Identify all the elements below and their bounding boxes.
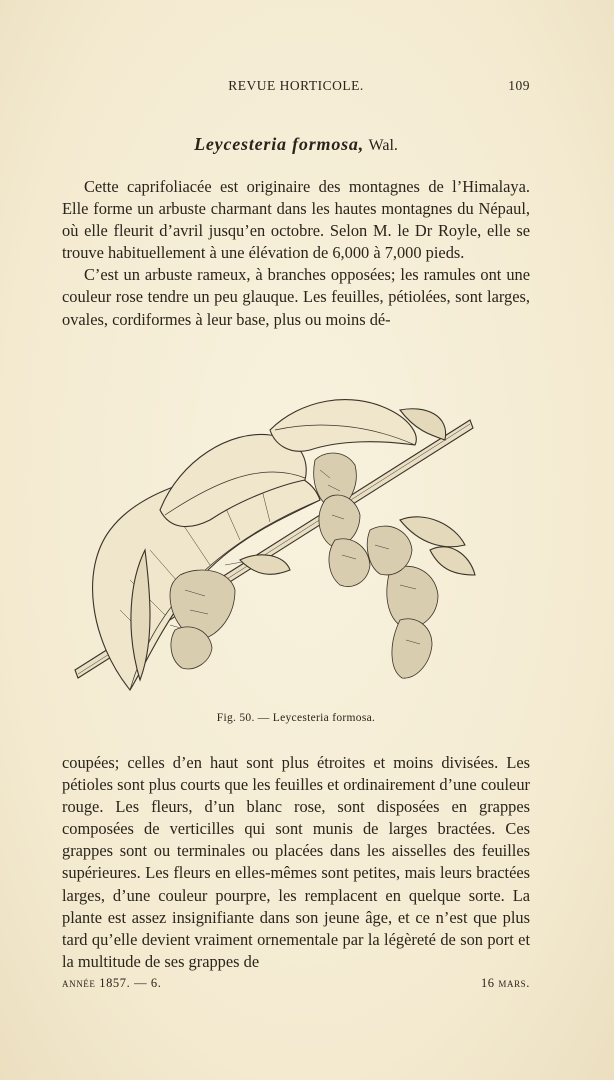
footer — [62, 976, 530, 994]
flower-cluster — [170, 570, 235, 669]
paragraph: Cette caprifoliacée est originaire des montagnes de l’Himalaya. Elle forme un arbuste charmant dans les hautes montagnes du Népaul, où elle fleurit d’avril jusqu’en octobre. Selon M. le Dr Royle, elle se trouve habituellement à une élévation de 6,000 à 7,000 pieds. — [62, 177, 530, 263]
footer-date: 16 mars. — [480, 976, 530, 990]
title-author: Wal. — [368, 137, 398, 154]
page-number: 109 — [508, 78, 530, 93]
running-head — [62, 78, 530, 98]
footer-year-issue: année 1857. — 6. — [62, 976, 162, 990]
body-text-top — [62, 176, 530, 331]
leaf — [240, 555, 290, 575]
leaf — [430, 547, 475, 575]
botanical-illustration — [70, 390, 480, 700]
figure-caption: Fig. 50. — Leycesteria formosa. — [216, 712, 376, 724]
paragraph: coupées; celles d’en haut sont plus étroites et moins divisées. Les pétioles sont plus courts que les feuilles et ordinairement d’une couleur rouge. Les fleurs, d’un blanc rose, sont disposées en grappes composées de verticilles qui sont munis de larges bractées. Ces grappes sont ou terminales ou placées dans les aisselles des feuilles supérieures. Les fleurs en elles-mêmes sont petites, mais leurs bractées larges, d’une couleur pourpre, les remplacent en quelque sorte. La plante est assez insignifiante dans son jeune âge, et ce n’est que plus tard qu’elle devient vraiment ornementale par la légèreté de son port et la multitude de ses grappes de — [62, 753, 530, 971]
title-genus: Leycesteria formosa, — [194, 134, 365, 154]
flower-cluster — [314, 453, 370, 586]
leaf — [270, 400, 416, 452]
body-text-bottom — [62, 752, 530, 973]
running-title: REVUE HORTICOLE. — [228, 78, 364, 93]
flower-cluster — [367, 526, 438, 678]
article-title — [62, 134, 530, 155]
paragraph: C’est un arbuste rameux, à branches opposées; les ramules ont une couleur rose tendre un peu glauque. Les feuilles, pétiolées, sont larges, ovales, cordiformes à leur base, plus ou moins dé- — [62, 265, 530, 329]
